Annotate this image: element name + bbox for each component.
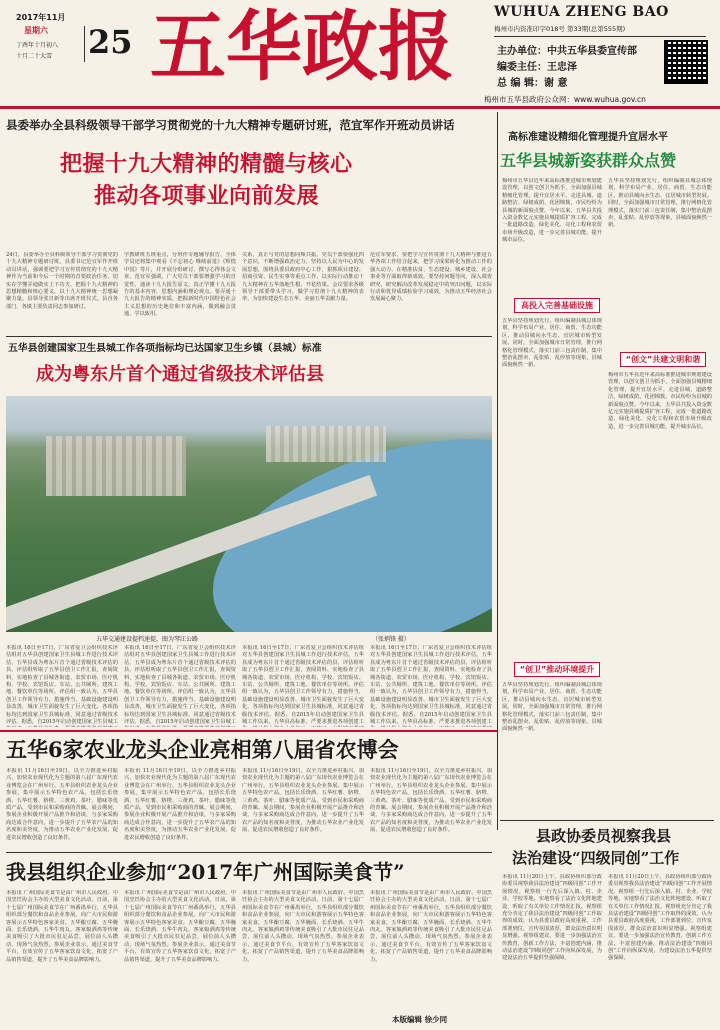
issue-info: 梅州市内资准印字018号 第33期(总第555期) bbox=[494, 25, 626, 33]
food-headline: 我县组织企业参加“2017年广州国际美食节” bbox=[6, 860, 405, 884]
lead-body-col-4: 范宜军要求，要把学习宣传贯彻十九大精神与推进五华各项工作结合起来，把学习成果转化为推动工作的强大动力，在精准扶贫、生态建设、城乡建设、社会事业等方面取得新成效。要坚持问题导向，深入调查研究，研究解决改革发展稳定中的突出问题，以实际行动和优异成绩检验学习成效，为推动五华经济社会发展凝心聚力。 bbox=[370, 252, 492, 303]
right-body-col-5: 梅州市五华县近年来高标准推进城市规划建设管理，以创文创卫为抓手，全面加强县城精细化管理，提升宜居水平。走进县城，道路整洁、绿树成荫、花团锦簇，市民纷纷为县城的新面貌点赞。今年以来，五华县共投入资金数亿元实施县城提质扩容工程，完成一批道路改造、绿化美化、亮化工程和农贸市场升级改造，进一步完善县城功能，提升城市品位。 bbox=[608, 372, 712, 430]
lead-body-col-2: 学教研班五班重点，分班作专题辅导报告，全体学员还将集中观看《不忘初心 继续前进》《辉煌中国》等片，并开展分组研讨、撰写心得体会文章。范宜军强调，广大党员干部要增强学习的自觉性，通读十九大报告原文，真正学懂十九大报告的基本内容，思想内涵和理论观点。要弄通十九大报告的精神实质，把握新时代中国特色社会主义思想的历史地位和丰富内涵，做到融会贯通、学以致用。 bbox=[124, 252, 236, 318]
section-infrastructure: 高投入完善基础设施 bbox=[514, 298, 600, 313]
column-divider bbox=[497, 112, 498, 830]
newspaper-logo: 五华政报 bbox=[150, 2, 454, 91]
cppcc-headline-1: 县政协委员视察我县 bbox=[536, 827, 672, 845]
health-headline: 成为粤东片首个通过省级技术评估县 bbox=[36, 364, 324, 385]
page-editor: 本版编辑 徐少同 bbox=[392, 1015, 448, 1024]
health-body-col-2: 本报讯 16日至17日，广东省爱卫会组织技术评估组对五华县创建国家卫生县城工作进行技术评估，五华县成为粤东片首个通过省级技术评估的县。评估组听取了五华县创卫工作汇报，查阅资料，实地检查了县城各街道、农贸市场、医疗机构、学校、宾馆饭店、车站、公共厕所、建筑工地、餐饮单位等场所。评估组一致认为，五华县创卫工作领导有力，措施得当，基础设施建设明显改善，城市卫生面貌发生了巨大变化，各项指标均达到国家卫生县城标准，同意通过省级技术评估。据悉，自2015年启动创建国家卫生县城工 bbox=[124, 645, 236, 726]
food-body-col-4: 本报讯 广州国际美食节是由广州市人民政府、中国烹饪协会主办的大型美食文化活动。日前，第十七届广州国际美食节在广州番禺举行，五华县组织部分餐饮和食品企业参展，向广大市民和游客展示五华特色客家美食。五华酿豆腐、五华腌面、长乐烧酒、五华牛肉丸、客家娘酒鸡等传统美食吸引了大批市民驻足品尝，展位前人头攒动，现场气氛热烈。参展企业表示，通过美食节平台，有效宣传了五华客家饮食文化，拓宽了产品销售渠道，提升了五华美食品牌影响力。 bbox=[370, 890, 492, 963]
masthead-rule bbox=[0, 106, 720, 109]
editor-director: 编委主任：王忠泽 bbox=[497, 62, 577, 73]
agri-body-col-1: 本报讯 11月16日至19日，以全力推进乡村振兴、加快农业现代化为主题的第八届广东现代农业博览会在广州举行。五华县组织农业龙头企业参展，集中展示五华特色农产品，包括长乐烧酒、五华红薯、脐橙、三黄鸡、茶叶、腊味等优质产品，受到市民和采购商的青睐。展会期间，参展企业积极开展产品推介和洽谈，与多家采购商达成合作意向，进一步提升了五华农产品的知名度和美誉度，为推动五华农业产业化发展、促进农民增收创造了良好条件。 bbox=[6, 768, 118, 841]
health-body-col-3: 本报讯 16日至17日，广东省爱卫会组织技术评估组对五华县创建国家卫生县城工作进行技术评估，五华县成为粤东片首个通过省级技术评估的县。评估组听取了五华县创卫工作汇报，查阅资料，实地检查了县城各街道、农贸市场、医疗机构、学校、宾馆饭店、车站、公共厕所、建筑工地、餐饮单位等场所。评估组一致认为，五华县创卫工作领导有力，措施得当，基础设施建设明显改善，城市卫生面貌发生了巨大变化，各项指标均达到国家卫生县城标准，同意通过省级技术评估。据悉，自2015年启动创建国家卫生县城工作以来，五华县高标准、严要求推进各项创建工 bbox=[242, 645, 364, 726]
section-environment: “创卫”推动环境提升 bbox=[514, 662, 600, 677]
chief-editor: 总 编 辑：谢 意 bbox=[497, 78, 568, 89]
agri-body-col-3: 本报讯 11月16日至19日，以全力推进乡村振兴、加快农业现代化为主题的第八届广东现代农业博览会在广州举行。五华县组织农业龙头企业参展，集中展示五华特色农产品，包括长乐烧酒、五华红薯、脐橙、三黄鸡、茶叶、腊味等优质产品，受到市民和采购商的青睐。展会期间，参展企业积极开展产品推介和洽谈，与多家采购商达成合作意向，进一步提升了五华农产品的知名度和美誉度，为推动五华农业产业化发展、促进农民增收创造了良好条件。 bbox=[242, 768, 364, 834]
food-body-col-1: 本报讯 广州国际美食节是由广州市人民政府、中国烹饪协会主办的大型美食文化活动。日前，第十七届广州国际美食节在广州番禺举行，五华县组织部分餐饮和食品企业参展，向广大市民和游客展示五华特色客家美食。五华酿豆腐、五华腌面、长乐烧酒、五华牛肉丸、客家娘酒鸡等传统美食吸引了大批市民驻足品尝，展位前人头攒动，现场气氛热烈。参展企业表示，通过美食节平台，有效宣传了五华客家饮食文化，拓宽了产品销售渠道，提升了五华美食品牌影响力。 bbox=[6, 890, 118, 963]
food-body-col-2: 本报讯 广州国际美食节是由广州市人民政府、中国烹饪协会主办的大型美食文化活动。日前，第十七届广州国际美食节在广州番禺举行，五华县组织部分餐饮和食品企业参展，向广大市民和游客展示五华特色客家美食。五华酿豆腐、五华腌面、长乐烧酒、五华牛肉丸、客家娘酒鸡等传统美食吸引了大批市民驻足品尝，展位前人头攒动，现场气氛热烈。参展企业表示，通过美食节平台，有效宣传了五华客家饮食文化，拓宽了产品销售渠道，提升了五华美食品牌影响力。 bbox=[124, 890, 236, 963]
photo-caption: 五华交通建设提档速提，图为琴江公路 bbox=[96, 636, 199, 643]
cppcc-body-col-2: 本报讯 11月20日上午，县政协组织部分政协委员视察我县法治建设“四级同创”工作开展情况。视察组一行先后深入镇、村、企业、学校等地，实地察看了法治文化阵地建设，听取了有关单位工作情况汇报。视察组充分肯定了我县法治建设“四级同创”工作取得的成效，认为县委县政府高度重视，工作部署到位，宣传氛围浓厚，群众法治意识明显增强。视察组建议，要进一步加强法治宣传教育，创新工作方法，丰富创建内涵，推动法治建设“四级同创”工作向纵深发展，为建设法治五华提供坚强保障。 bbox=[608, 874, 712, 962]
right-body-col-3: 五华县坚持规划先行，组织编制县城总体规划，科学布局产业、居住、商贸、生态功能区，推动县城向水生态、宜居城市转型发展。同时，全面加强城市日常管理，推行网格化管理模式，落实门前三包责任制，集中整治乱摆卖、乱张贴、乱停放等现象，县城面貌焕然一新。 bbox=[502, 318, 602, 369]
right-headline: 五华县城新姿获群众点赞 bbox=[500, 151, 677, 170]
health-body-col-1: 本报讯 16日至17日，广东省爱卫会组织技术评估组对五华县创建国家卫生县城工作进行技术评估，五华县成为粤东片首个通过省级技术评估的县。评估组听取了五华县创卫工作汇报，查阅资料，实地检查了县城各街道、农贸市场、医疗机构、学校、宾馆饭店、车站、公共厕所、建筑工地、餐饮单位等场所。评估组一致认为，五华县创卫工作领导有力，措施得当，基础设施建设明显改善，城市卫生面貌发生了巨大变化，各项指标均达到国家卫生县城标准，同意通过省级技术评估。据悉，自2015年启动创建国家卫生县城工 bbox=[6, 645, 118, 726]
lead-headline-1: 把握十九大精神的精髓与核心 bbox=[60, 151, 353, 177]
health-kicker: 五华县创建国家卫生县城工作各项指标均已达国家卫生乡镇（县城）标准 bbox=[8, 343, 322, 354]
agri-headline: 五华6家农业龙头企业亮相第八届省农博会 bbox=[6, 737, 399, 762]
lead-body-col-3: 关系，真正与党的思想同频共振。党员干部要强化四个意识，不断增强政治定力，坚持以人民为中心的发展思想，围绕县委县政府中心工作，狠抓项目建设、招商引资、民生实事等重点工作，以实际行动推动十九大精神在五华落地生根、开花结果。会议要求各级领导干部要带头学习，做学习贯彻十九大精神的表率，为加快建设生态五华、美丽五华贡献力量。 bbox=[242, 252, 364, 303]
health-body-col-4: 本报讯 16日至17日，广东省爱卫会组织技术评估组对五华县创建国家卫生县城工作进行技术评估，五华县成为粤东片首个通过省级技术评估的县。评估组听取了五华县创卫工作汇报，查阅资料，实地检查了县城各街道、农贸市场、医疗机构、学校、宾馆饭店、车站、公共厕所、建筑工地、餐饮单位等场所。评估组一致认为，五华县创卫工作领导有力，措施得当，基础设施建设明显改善，城市卫生面貌发生了巨大变化，各项指标均达到国家卫生县城标准，同意通过省级技术评估。据悉，自2015年启动创建国家卫生县城工作以来，五华县高标准、严要求推进各项创建工 bbox=[370, 645, 492, 726]
website: 梅州市五华县政府公众网：www.wuhua.gov.cn bbox=[484, 95, 646, 104]
weekday: 星期六 bbox=[24, 26, 48, 35]
sponsor: 主办单位：中共五华县委宣传部 bbox=[497, 46, 637, 57]
cppcc-headline-2: 法治建设“四级同创”工作 bbox=[512, 849, 680, 867]
agri-body-col-4: 本报讯 11月16日至19日，以全力推进乡村振兴、加快农业现代化为主题的第八届广东现代农业博览会在广州举行。五华县组织农业龙头企业参展，集中展示五华特色农产品，包括长乐烧酒、五华红薯、脐橙、三黄鸡、茶叶、腊味等优质产品，受到市民和采购商的青睐。展会期间，参展企业积极开展产品推介和洽谈，与多家采购商达成合作意向，进一步提升了五华农产品的知名度和美誉度，为推动五华农业产业化发展、促进农民增收创造了良好条件。 bbox=[370, 768, 492, 834]
english-name: WUHUA ZHENG BAO bbox=[494, 4, 669, 20]
agri-body-col-2: 本报讯 11月16日至19日，以全力推进乡村振兴、加快农业现代化为主题的第八届广东现代农业博览会在广州举行。五华县组织农业龙头企业参展，集中展示五华特色农产品，包括长乐烧酒、五华红薯、脐橙、三黄鸡、茶叶、腊味等优质产品，受到市民和采购商的青睐。展会期间，参展企业积极开展产品推介和洽谈，与多家采购商达成合作意向，进一步提升了五华农产品的知名度和美誉度，为推动五华农业产业化发展、促进农民增收创造了良好条件。 bbox=[124, 768, 236, 841]
lunar-date-1: 丁酉年十月初八 bbox=[16, 42, 59, 49]
right-body-col-6: 五华县坚持规划先行，组织编制县城总体规划，科学布局产业、居住、商贸、生态功能区，推动县城向水生态、宜居城市转型发展。同时，全面加强城市日常管理，推行网格化管理模式，落实门前三包责任制，集中整治乱摆卖、乱张贴、乱停放等现象，县城面貌焕然一新。 bbox=[502, 682, 602, 733]
right-body-col-1: 梅州市五华县近年来高标准推进城市规划建设管理，以创文创卫为抓手，全面加强县城精细化管理，提升宜居水平。走进县城，道路整洁、绿树成荫、花团锦簇，市民纷纷为县城的新面貌点赞。今年以来，五华县共投入资金数亿元实施县城提质扩容工程，完成一批道路改造、绿化美化、亮化工程和农贸市场升级改造，进一步完善县城功能，提升城市品位。 bbox=[502, 178, 602, 244]
date-line: 2017年11月 bbox=[16, 13, 66, 22]
aerial-photo bbox=[6, 396, 492, 632]
photo-credit: （张炳锋 摄） bbox=[372, 636, 410, 643]
right-kicker: 高标准建设精细化管理提升宜居水平 bbox=[508, 132, 668, 143]
cppcc-body-col-1: 本报讯 11月20日上午，县政协组织部分政协委员视察我县法治建设“四级同创”工作开展情况。视察组一行先后深入镇、村、企业、学校等地，实地察看了法治文化阵地建设，听取了有关单位工作情况汇报。视察组充分肯定了我县法治建设“四级同创”工作取得的成效，认为县委县政府高度重视，工作部署到位，宣传氛围浓厚，群众法治意识明显增强。视察组建议，要进一步加强法治宣传教育，创新工作方法，丰富创建内涵，推动法治建设“四级同创”工作向纵深发展，为建设法治五华提供坚强保障。 bbox=[502, 874, 602, 962]
issue-day: 25 bbox=[88, 23, 133, 61]
lead-body-col-1: 24日，县委举办全县科级领导干部学习贯彻党的十九大精神专题研讨班。县委书记范宜军作开班动员讲话，强调要把学习宣传贯彻党的十九大精神作为当前和今后一个时期的首要政治任务，切实在学懂弄通做实上下功夫，把握十九大精神的思想精髓和核心要义，以十九大精神统一思想凝聚力量。县领导张日新等出席开班仪式。县直各部门、各镇主要负责同志参加研讨。 bbox=[6, 252, 118, 310]
lunar-date-2: 十月二十大雪 bbox=[16, 53, 53, 60]
lead-headline-2: 推动各项事业向前发展 bbox=[94, 183, 320, 209]
lead-kicker: 县委举办全县科级领导干部学习贯彻党的十九大精神专题研讨班，范宜军作开班动员讲话 bbox=[6, 118, 455, 132]
qr-code-icon bbox=[664, 40, 708, 84]
food-body-col-3: 本报讯 广州国际美食节是由广州市人民政府、中国烹饪协会主办的大型美食文化活动。日前，第十七届广州国际美食节在广州番禺举行，五华县组织部分餐饮和食品企业参展，向广大市民和游客展示五华特色客家美食。五华酿豆腐、五华腌面、长乐烧酒、五华牛肉丸、客家娘酒鸡等传统美食吸引了大批市民驻足品尝，展位前人头攒动，现场气氛热烈。参展企业表示，通过美食节平台，有效宣传了五华客家饮食文化，拓宽了产品销售渠道，提升了五华美食品牌影响力。 bbox=[242, 890, 364, 963]
section-civilization: “创文”共建文明和谐 bbox=[620, 352, 706, 367]
right-body-col-2: 五华县坚持规划先行，组织编制县城总体规划，科学布局产业、居住、商贸、生态功能区，推动县城向水生态、宜居城市转型发展。同时，全面加强城市日常管理，推行网格化管理模式，落实门前三包责任制，集中整治乱摆卖、乱张贴、乱停放等现象，县城面貌焕然一新。 bbox=[608, 178, 712, 229]
